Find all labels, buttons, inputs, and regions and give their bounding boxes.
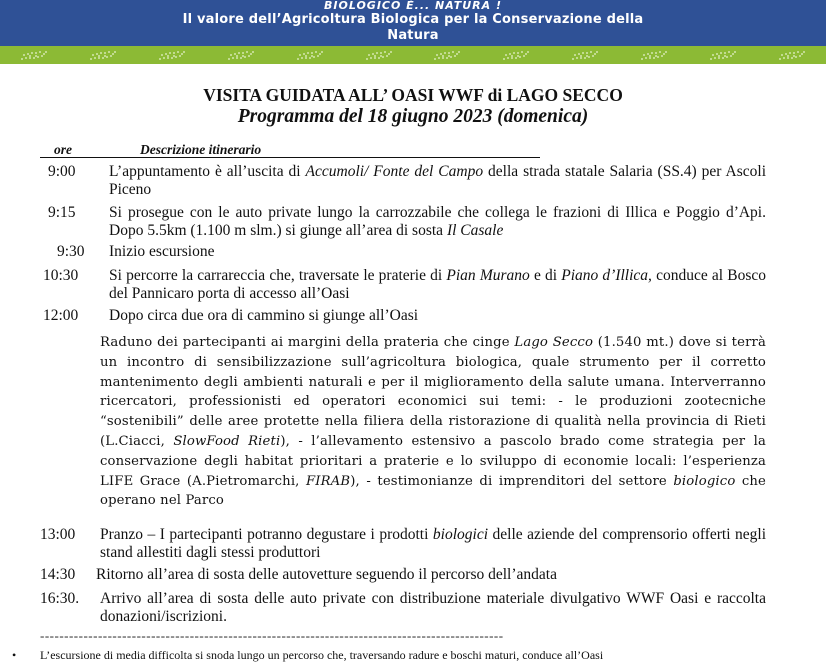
italic-text: Lago Secco bbox=[514, 335, 594, 350]
eu-organic-leaf-icon bbox=[777, 49, 807, 61]
schedule-description bbox=[109, 267, 766, 303]
eu-organic-leaf-icon bbox=[295, 49, 325, 61]
schedule-time: 9:00 bbox=[48, 163, 76, 180]
eu-organic-leaf-icon bbox=[364, 49, 394, 61]
schedule-table-header bbox=[40, 143, 540, 158]
meeting-paragraph bbox=[100, 333, 766, 511]
text-run: che operano nel Parco bbox=[100, 473, 766, 509]
schedule-description bbox=[109, 307, 766, 325]
italic-text: Il Casale bbox=[446, 222, 504, 239]
text-run: Ritorno all’area di sosta delle autovetture seguendo il percorso dell’andata bbox=[96, 566, 557, 583]
text-run: conduce al Bosco del Pannicaro porta di accesso all’Oasi bbox=[109, 267, 767, 302]
eu-organic-leaf-icon bbox=[570, 49, 600, 61]
eu-organic-leaf-icon bbox=[639, 49, 669, 61]
italic-text: FIRAB bbox=[305, 473, 351, 489]
organic-leaf-band bbox=[0, 46, 826, 64]
italic-text: Accumoli/ Fonte del Campo bbox=[305, 163, 484, 180]
schedule-description bbox=[96, 566, 766, 584]
schedule-time: 16:30. bbox=[40, 590, 80, 607]
italic-text: biologico bbox=[673, 473, 736, 489]
italic-text: Pian Murano bbox=[446, 267, 530, 284]
schedule-description bbox=[100, 526, 766, 562]
note-text: L’escursione di media difficolta si snoda lungo un percorso che, traversando radure e boschi maturi, conduce all’Oasi bbox=[40, 648, 604, 662]
schedule-time: 14:30 bbox=[40, 566, 76, 583]
schedule-time: 13:00 bbox=[40, 526, 76, 543]
eu-organic-leaf-icon bbox=[19, 49, 49, 61]
text-run: Si prosegue con le auto private lungo la carrozzabile che collega le frazioni di Illica e Poggio d’Api. Dopo 5.5km (1.100 m slm.) si giunge all’area di sosta bbox=[109, 204, 766, 239]
text-run: Inizio escursione bbox=[109, 243, 215, 260]
header-banner bbox=[0, 0, 826, 46]
italic-text: biologici bbox=[432, 526, 489, 543]
bullet-icon: • bbox=[12, 648, 17, 662]
banner-kicker: BIOLOGICO È... NATURA ! bbox=[324, 0, 502, 12]
text-run: Pranzo – I partecipanti potranno degustare i prodotti bbox=[100, 526, 433, 543]
eu-organic-leaf-icon bbox=[501, 49, 531, 61]
text-run: della strada statale Salaria (SS.4) per Ascoli Piceno bbox=[109, 163, 767, 198]
schedule-description bbox=[109, 204, 766, 240]
page-title: VISITA GUIDATA ALL’ OASI WWF di LAGO SECCO bbox=[203, 85, 623, 105]
text-run: (1.540 mt.) dove si terrà un incontro di sensibilizzazione sull’agricoltura biologica, quale strumento per il corretto mantenimento degli ambienti naturali e per il miglioramento della salute umana. Interverranno ricercatori, professionisti ed operatori economici sui temi: - le produzioni zootecniche “sostenibili” delle aree protette nella filiera della ristorazione di qualità nella provincia di Rieti (L.Ciacci, bbox=[100, 335, 766, 449]
text-run: L’appuntamento è all’uscita di bbox=[109, 163, 306, 180]
schedule-time: 9:15 bbox=[48, 204, 76, 221]
banner-subtitle-line2: Natura bbox=[387, 28, 439, 43]
schedule-time: 10:30 bbox=[43, 267, 79, 284]
banner-subtitle bbox=[0, 12, 826, 44]
eu-organic-leaf-icon bbox=[708, 49, 738, 61]
eu-organic-leaf-icon bbox=[88, 49, 118, 61]
text-run: Raduno dei partecipanti ai margini della prateria che cinge bbox=[100, 335, 515, 350]
banner-subtitle-line1: Il valore dell’Agricoltura Biologica per la Conservazione della bbox=[182, 12, 644, 27]
eu-organic-leaf-icon bbox=[226, 49, 256, 61]
text-run: e di bbox=[529, 267, 562, 284]
column-header-time: ore bbox=[54, 142, 72, 157]
separator-line: ------------------------------------------------------------------------------------------------ bbox=[40, 628, 504, 643]
eu-organic-leaf-icon bbox=[157, 49, 187, 61]
text-run: delle aziende del comprensorio offerti negli stand allestiti dagli stessi produttori bbox=[100, 526, 766, 561]
text-run: Arrivo all’area di sosta delle auto private con distribuzione materiale divulgativo WWF Oasi e raccolta donazioni/iscrizioni. bbox=[100, 590, 766, 625]
text-run: Si percorre la carrareccia che, traversate le praterie di bbox=[109, 267, 447, 284]
schedule-description bbox=[109, 163, 766, 199]
page-subtitle: Programma del 18 giugno 2023 (domenica) bbox=[237, 106, 589, 127]
schedule-description bbox=[109, 243, 766, 261]
text-run: Dopo circa due ora di cammino si giunge all’Oasi bbox=[109, 307, 419, 324]
text-run: ), - l’allevamento estensivo a pascolo brado come strategia per la conservazione degli habitat prioritari a praterie e lo sviluppo di economie locali: l’esperienza LIFE Grace (A.Pietromarchi, bbox=[100, 433, 766, 489]
text-run: ), - testimonianze di imprenditori del settore bbox=[350, 473, 674, 489]
column-header-description: Descrizione itinerario bbox=[140, 142, 262, 157]
eu-organic-leaf-icon bbox=[432, 49, 462, 61]
schedule-time: 12:00 bbox=[43, 307, 79, 324]
schedule-time: 9:30 bbox=[57, 243, 85, 260]
italic-text: SlowFood Rieti bbox=[173, 433, 281, 449]
schedule-description bbox=[100, 590, 766, 626]
italic-text: Piano d’Illica, bbox=[561, 267, 652, 284]
